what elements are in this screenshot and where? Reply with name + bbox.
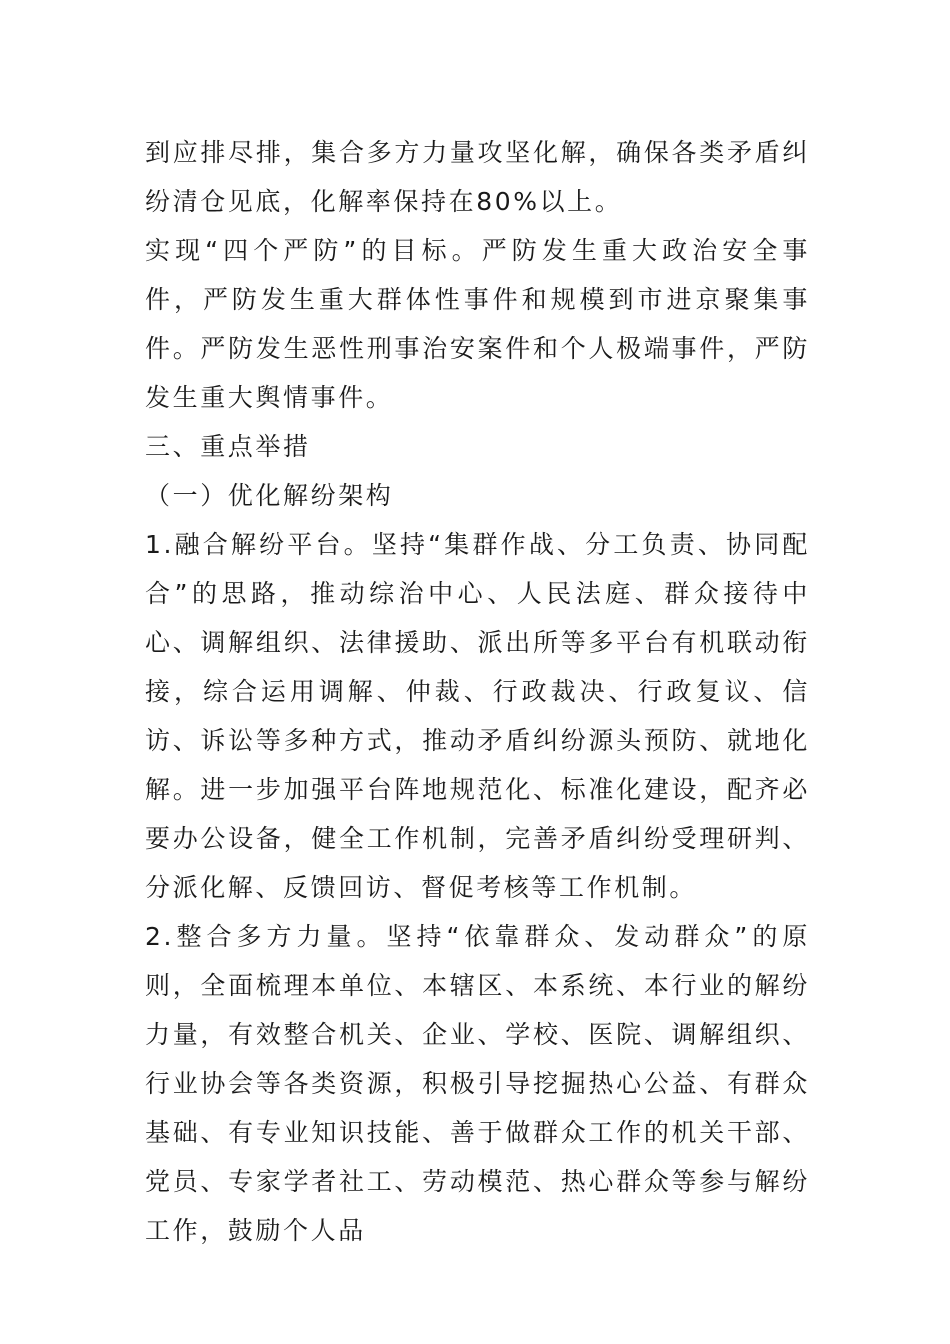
paragraph-four-prevents: 实现“四个严防”的目标。严防发生重大政治安全事件，严防发生重大群体性事件和规模到市进京聚集事件。严防发生恶性刑事治安案件和个人极端事件，严防发生重大舆情事件。 — [145, 236, 810, 412]
subsection-heading-optimize-framework: （一）优化解纷架构 — [145, 481, 394, 510]
document-body — [145, 128, 810, 1255]
paragraph-integrate-platforms: 1.融合解纷平台。坚持“集群作战、分工负责、协同配合”的思路，推动综治中心、人民法庭、群众接待中心、调解组织、法律援助、派出所等多平台有机联动衔接，综合运用调解、仲裁、行政裁决、行政复议、信访、诉讼等多种方式，推动矛盾纠纷源头预防、就地化解。进一步加强平台阵地规范化、标准化建设，配齐必要办公设备，健全工作机制，完善矛盾纠纷受理研判、分派化解、反馈回访、督促考核等工作机制。 — [145, 530, 810, 902]
section-heading-key-measures: 三、重点举措 — [145, 432, 311, 461]
paragraph-integrate-forces: 2.整合多方力量。坚持“依靠群众、发动群众”的原则，全面梳理本单位、本辖区、本系统、本行业的解纷力量，有效整合机关、企业、学校、医院、调解组织、行业协会等各类资源，积极引导挖掘热心公益、有群众基础、有专业知识技能、善于做群众工作的机关干部、党员、专家学者社工、劳动模范、热心群众等参与解纷工作，鼓励个人品 — [145, 922, 810, 1245]
paragraph-resolution-rate: 到应排尽排，集合多方力量攻坚化解，确保各类矛盾纠纷清仓见底，化解率保持在80%以上。 — [145, 138, 810, 216]
